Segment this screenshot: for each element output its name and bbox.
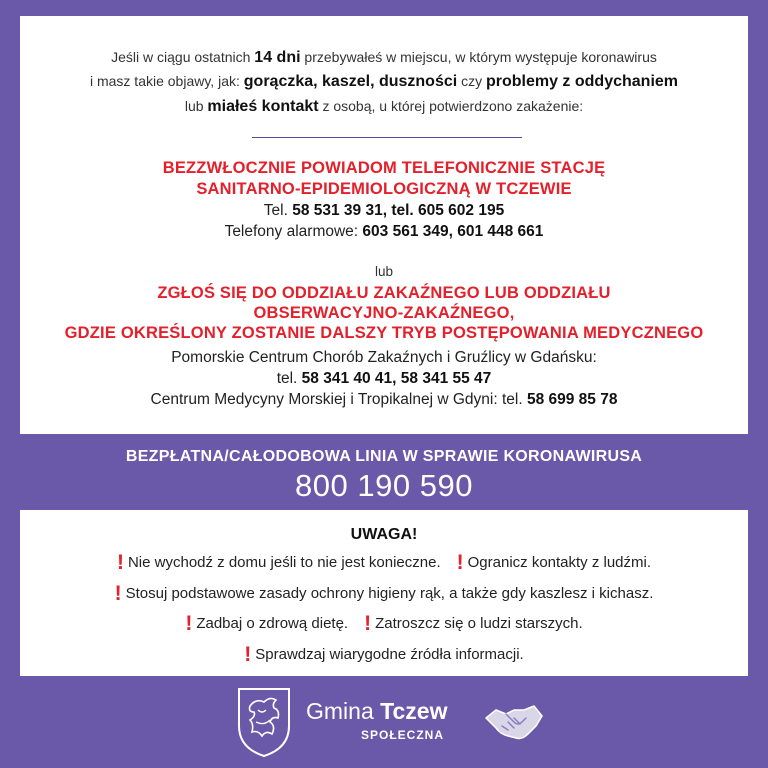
exclamation-icon: ! xyxy=(244,643,252,666)
intro-text: czy xyxy=(457,73,486,89)
intro-text: Jeśli w ciągu ostatnich xyxy=(111,49,255,65)
gdynia-center xyxy=(20,391,748,409)
gdansk-phones xyxy=(20,370,748,388)
brand-subtitle: SPOŁECZNA xyxy=(361,728,445,742)
tip-text: Stosuj podstawowe zasady ochrony higieny rąk, a także gdy kaszlesz i kichasz. xyxy=(125,585,654,602)
tip-text: Sprawdzaj wiarygodne źródła informacji. xyxy=(255,646,524,663)
section1-heading-2: SANITARNO-EPIDEMIOLOGICZNĄ W TCZEWIE xyxy=(196,180,572,198)
intro-text: z osobą, u której potwierdzono zakażenie: xyxy=(318,98,584,114)
intro-emphasis: problemy z oddychaniem xyxy=(485,73,679,90)
handshake-icon xyxy=(484,700,544,744)
tip-text: Zadbaj o zdrową dietę. xyxy=(196,615,349,632)
alarm-label: Telefony alarmowe: xyxy=(224,223,363,240)
tel-numbers: 58 699 85 78 xyxy=(526,391,618,408)
hotline-title: BEZPŁATNA/CAŁODOBOWA LINIA W SPRAWIE KORONAWIRUSA xyxy=(125,448,643,465)
or-text: lub xyxy=(374,264,393,279)
exclamation-icon: ! xyxy=(116,551,124,574)
section2-heading-3: GDZIE OKREŚLONY ZOSTANIE DALSZY TRYB POSTĘPOWANIA MEDYCZNEGO xyxy=(64,324,704,342)
section1-heading-1: BEZZWŁOCZNIE POWIADOM TELEFONICZNIE STACJĘ xyxy=(162,159,606,177)
info-panel xyxy=(20,16,748,434)
tel-numbers: 58 341 40 41, 58 341 55 47 xyxy=(301,370,492,387)
tip-text: Zatroszcz się o ludzi starszych. xyxy=(375,615,583,632)
brand-title xyxy=(306,698,447,725)
intro-emphasis: 14 dni xyxy=(254,49,301,66)
exclamation-icon: ! xyxy=(185,612,193,635)
tip-line-2 xyxy=(20,582,748,606)
section2-heading-1: ZGŁOŚ SIĘ DO ODDZIAŁU ZAKAŹNEGO LUB ODDZIAŁU xyxy=(157,284,611,302)
station-phone xyxy=(20,202,748,220)
tip-text: Ogranicz kontakty z ludźmi. xyxy=(467,554,652,571)
alert-title: UWAGA! xyxy=(350,526,418,543)
center-label: Centrum Medycyny Morskiej i Tropikalnej w Gdyni: tel. xyxy=(150,391,527,408)
tel-numbers: 58 531 39 31, tel. 605 602 195 xyxy=(292,202,505,219)
intro-text: lub xyxy=(184,98,208,114)
brand-name xyxy=(306,698,448,742)
section2-heading-2: OBSERWACYJNO-ZAKAŹNEGO, xyxy=(253,304,515,322)
intro-line-1 xyxy=(20,49,748,67)
brand-tczew: Tczew xyxy=(380,698,448,724)
exclamation-icon: ! xyxy=(364,612,372,635)
intro-text: przebywałeś w miejscu, w którym występuje koronawirus xyxy=(300,49,657,65)
tel-label: tel. xyxy=(276,370,302,387)
intro-emphasis: miałeś kontakt xyxy=(207,98,319,115)
tel-label: Tel. xyxy=(263,202,293,219)
exclamation-icon: ! xyxy=(456,551,464,574)
gdansk-center: Pomorskie Centrum Chorób Zakaźnych i Gruźlicy w Gdańsku: xyxy=(171,349,597,366)
intro-emphasis: gorączka, kaszel, duszności xyxy=(243,73,458,90)
exclamation-icon: ! xyxy=(114,582,122,605)
divider xyxy=(252,137,522,138)
griffin-crest-icon xyxy=(236,686,292,758)
alert-panel xyxy=(20,510,748,676)
intro-text: i masz takie objawy, jak: xyxy=(89,73,244,89)
tip-line-3 xyxy=(20,612,748,636)
tip-line-1 xyxy=(20,551,748,575)
brand-gmina: Gmina xyxy=(306,698,381,724)
intro-line-3 xyxy=(20,98,748,116)
intro-line-2 xyxy=(20,73,748,91)
tip-text: Nie wychodź z domu jeśli to nie jest konieczne. xyxy=(127,554,441,571)
tip-line-4 xyxy=(20,643,748,667)
alarm-numbers: 603 561 349, 601 448 661 xyxy=(362,223,544,240)
hotline-number: 800 190 590 xyxy=(295,468,473,503)
alarm-phones xyxy=(20,223,748,241)
